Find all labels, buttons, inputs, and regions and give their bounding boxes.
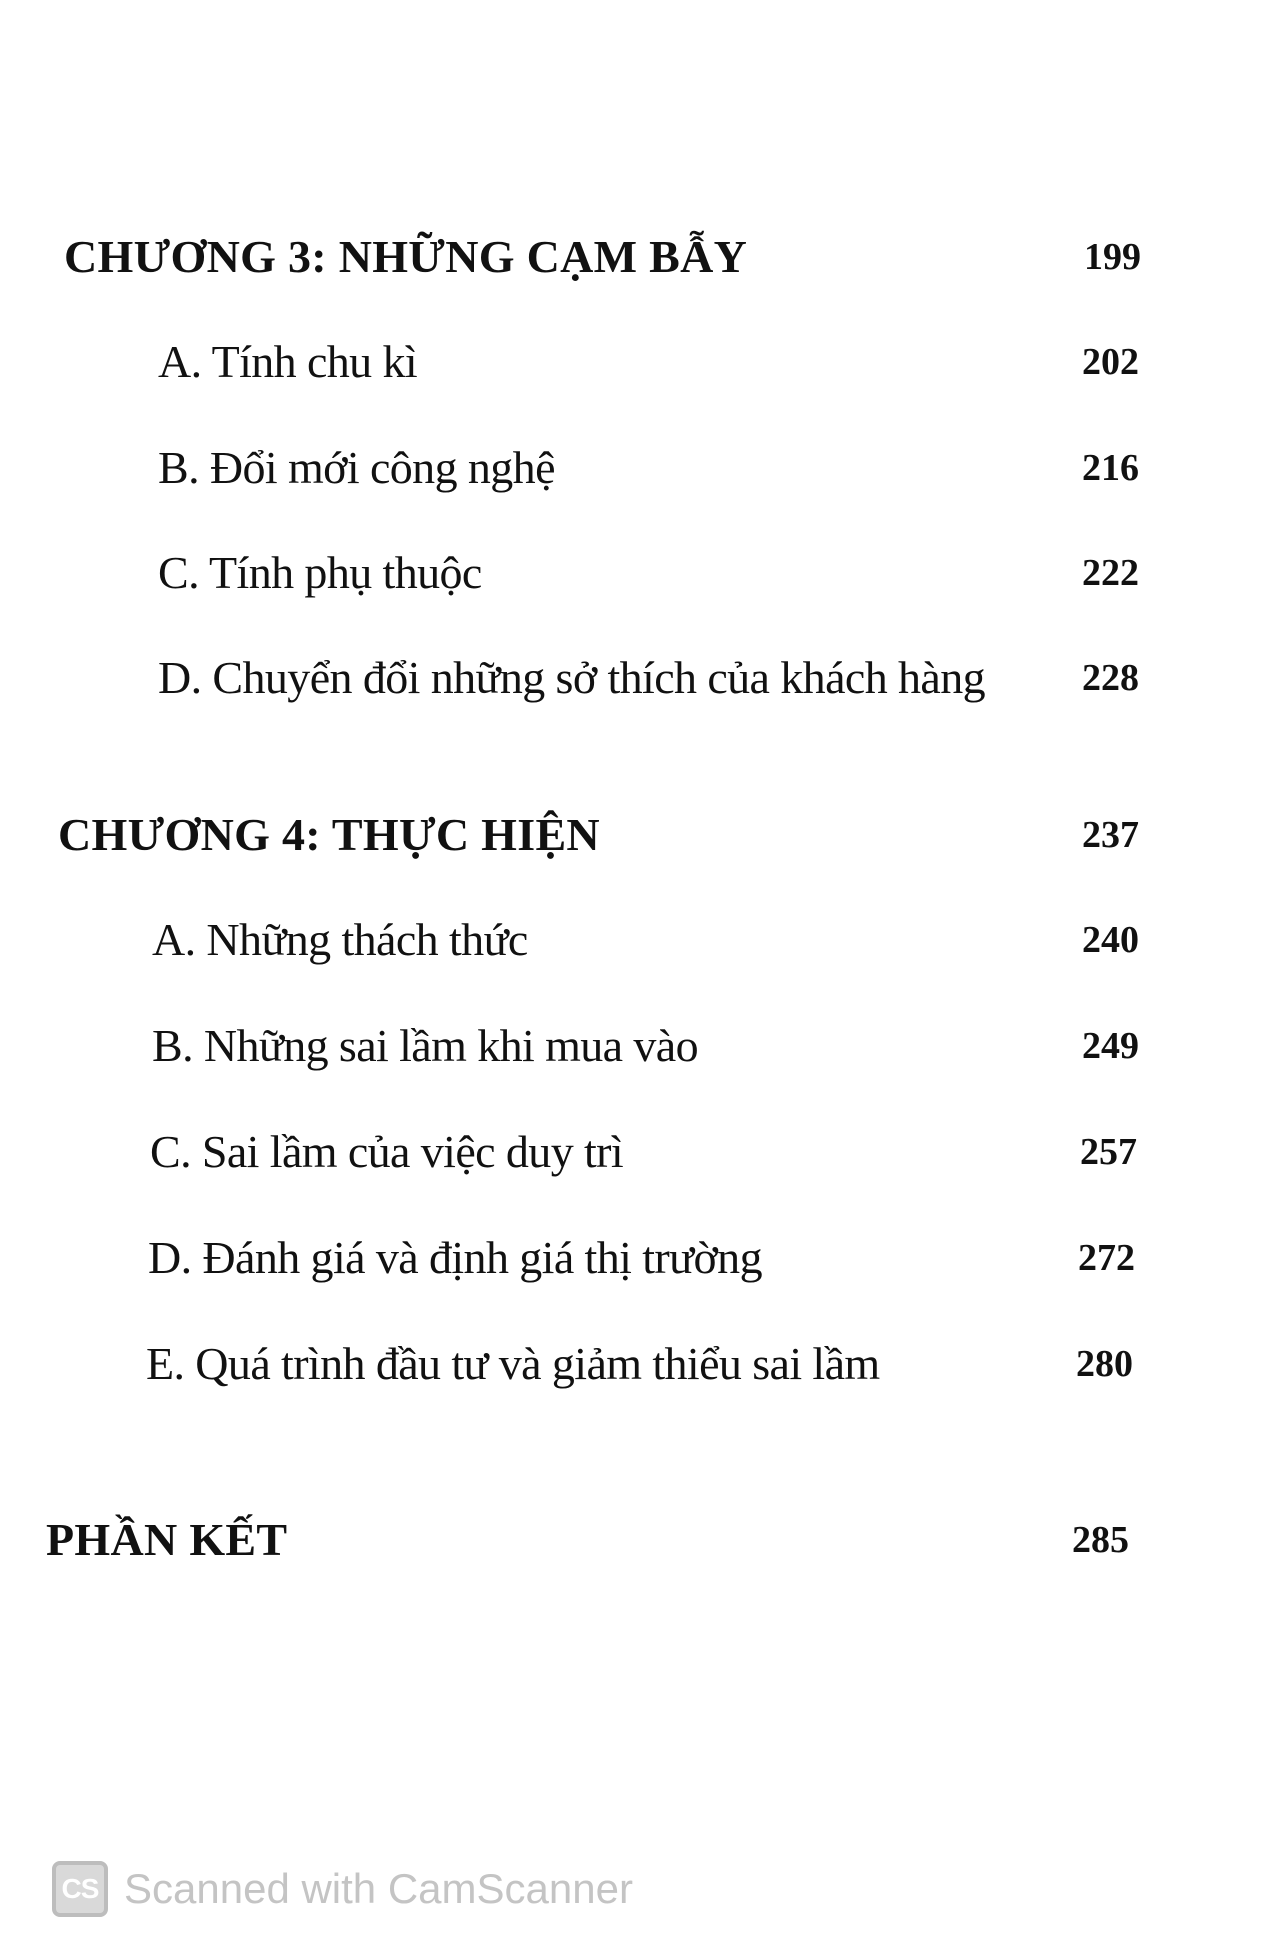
page-number: 228 [1082, 657, 1139, 699]
toc-entry [0, 543, 1280, 603]
page-number: 202 [1082, 341, 1139, 383]
chapter-4-heading [0, 805, 1280, 865]
watermark-text: Scanned with CamScanner [124, 1865, 633, 1912]
toc-entry [0, 648, 1280, 708]
camscanner-watermark [52, 1861, 633, 1917]
camscanner-logo: CS [52, 1861, 108, 1917]
page-number: 285 [1072, 1519, 1129, 1561]
entry-label: B. Những sai lầm khi mua vào [152, 1020, 699, 1071]
conclusion-heading [0, 1510, 1280, 1570]
page-number: 216 [1082, 447, 1139, 489]
page-number: 272 [1078, 1237, 1135, 1279]
toc-entry [0, 910, 1280, 970]
page-number: 240 [1082, 919, 1139, 961]
toc-entry [0, 1122, 1280, 1182]
page-number: 249 [1082, 1025, 1139, 1067]
toc-entry [0, 332, 1280, 392]
entry-label: A. Tính chu kì [158, 336, 418, 387]
page-number: 237 [1082, 814, 1139, 856]
chapter-3-heading [0, 227, 1280, 287]
toc-entry [0, 1334, 1280, 1394]
chapter-title: PHẦN KẾT [46, 1514, 288, 1565]
entry-label: E. Quá trình đầu tư và giảm thiểu sai lầm [146, 1338, 880, 1389]
entry-label: A. Những thách thức [152, 914, 528, 965]
toc-entry [0, 1016, 1280, 1076]
page-number: 222 [1082, 552, 1139, 594]
page-number: 280 [1076, 1343, 1133, 1385]
toc-entry [0, 1228, 1280, 1288]
chapter-title: CHƯƠNG 4: THỰC HIỆN [58, 809, 600, 860]
page-number: 257 [1080, 1131, 1137, 1173]
toc-entry [0, 438, 1280, 498]
entry-label: C. Sai lầm của việc duy trì [150, 1126, 624, 1177]
entry-label: D. Chuyển đổi những sở thích của khách hàng [158, 652, 986, 703]
entry-label: B. Đổi mới công nghệ [158, 442, 555, 493]
entry-label: C. Tính phụ thuộc [158, 547, 482, 598]
page-number: 199 [1084, 236, 1141, 278]
entry-label: D. Đánh giá và định giá thị trường [148, 1232, 762, 1283]
chapter-title: CHƯƠNG 3: NHỮNG CẠM BẪY [64, 231, 748, 282]
